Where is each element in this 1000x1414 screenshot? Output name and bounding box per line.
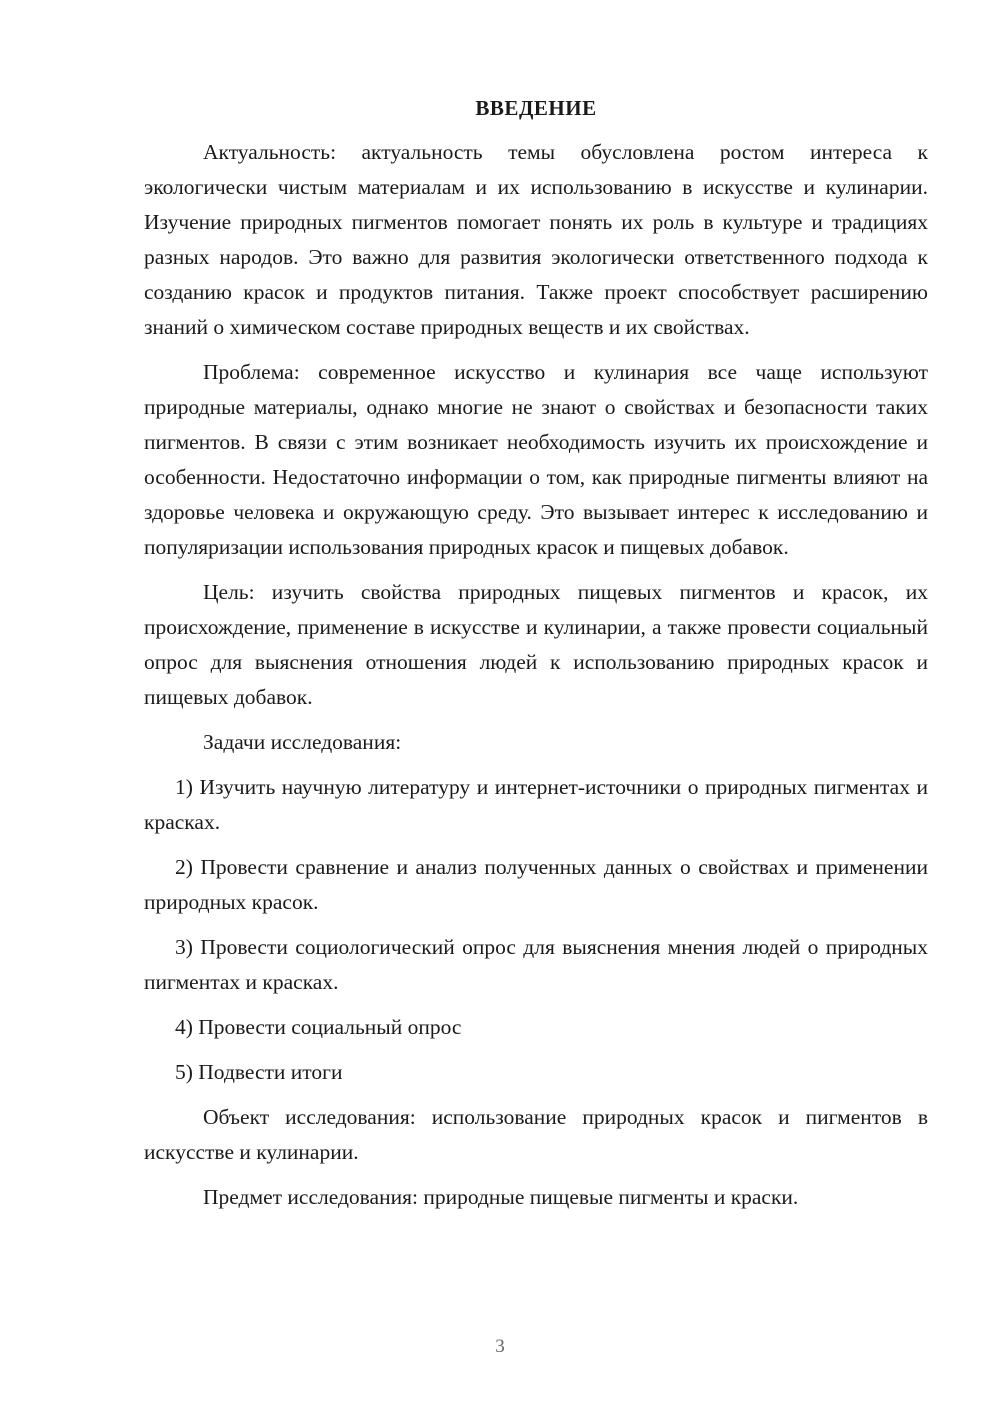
object-paragraph: Объект исследования: использование природных красок и пигментов в искусстве и кулинарии. (144, 1105, 928, 1164)
list-item: 5) Подвести итоги (175, 1060, 343, 1084)
subject-paragraph: Предмет исследования: природные пищевые пигменты и краски. (203, 1185, 799, 1209)
tasks-list (144, 770, 928, 1090)
relevance-paragraph: Актуальность: актуальность темы обусловлена ростом интереса к экологически чистым материалам и их использованию в искусстве и кулинарии. Изучение природных пигментов помогает понять их роль в культуре и традициях разных народов. Это важно для развития экологически ответственного подхода к созданию красок и продуктов питания. Также проект способствует расширению знаний о химическом составе природных веществ и их свойствах. (144, 140, 928, 339)
page-title: ВВЕДЕНИЕ (475, 96, 597, 120)
list-item: 4) Провести социальный опрос (175, 1015, 462, 1039)
page-number: 3 (495, 1336, 505, 1357)
tasks-heading: Задачи исследования: (203, 730, 402, 754)
list-item: 2) Провести сравнение и анализ полученных данных о свойствах и применении природных красок. (144, 855, 928, 914)
list-item: 1) Изучить научную литературу и интернет-источники о природных пигментах и красках. (144, 775, 928, 834)
goal-paragraph: Цель: изучить свойства природных пищевых пигментов и красок, их происхождение, применение в искусстве и кулинарии, а также провести социальный опрос для выяснения отношения людей к использованию природных красок и пищевых добавок. (144, 580, 928, 709)
list-item: 3) Провести социологический опрос для выяснения мнения людей о природных пигментах и красках. (144, 935, 928, 994)
problem-paragraph: Проблема: современное искусство и кулинария все чаще используют природные материалы, однако многие не знают о свойствах и безопасности таких пигментов. В связи с этим возникает необходимость изучить их происхождение и особенности. Недостаточно информации о том, как природные пигменты влияют на здоровье человека и окружающую среду. Это вызывает интерес к исследованию и популяризации использования природных красок и пищевых добавок. (144, 360, 928, 559)
